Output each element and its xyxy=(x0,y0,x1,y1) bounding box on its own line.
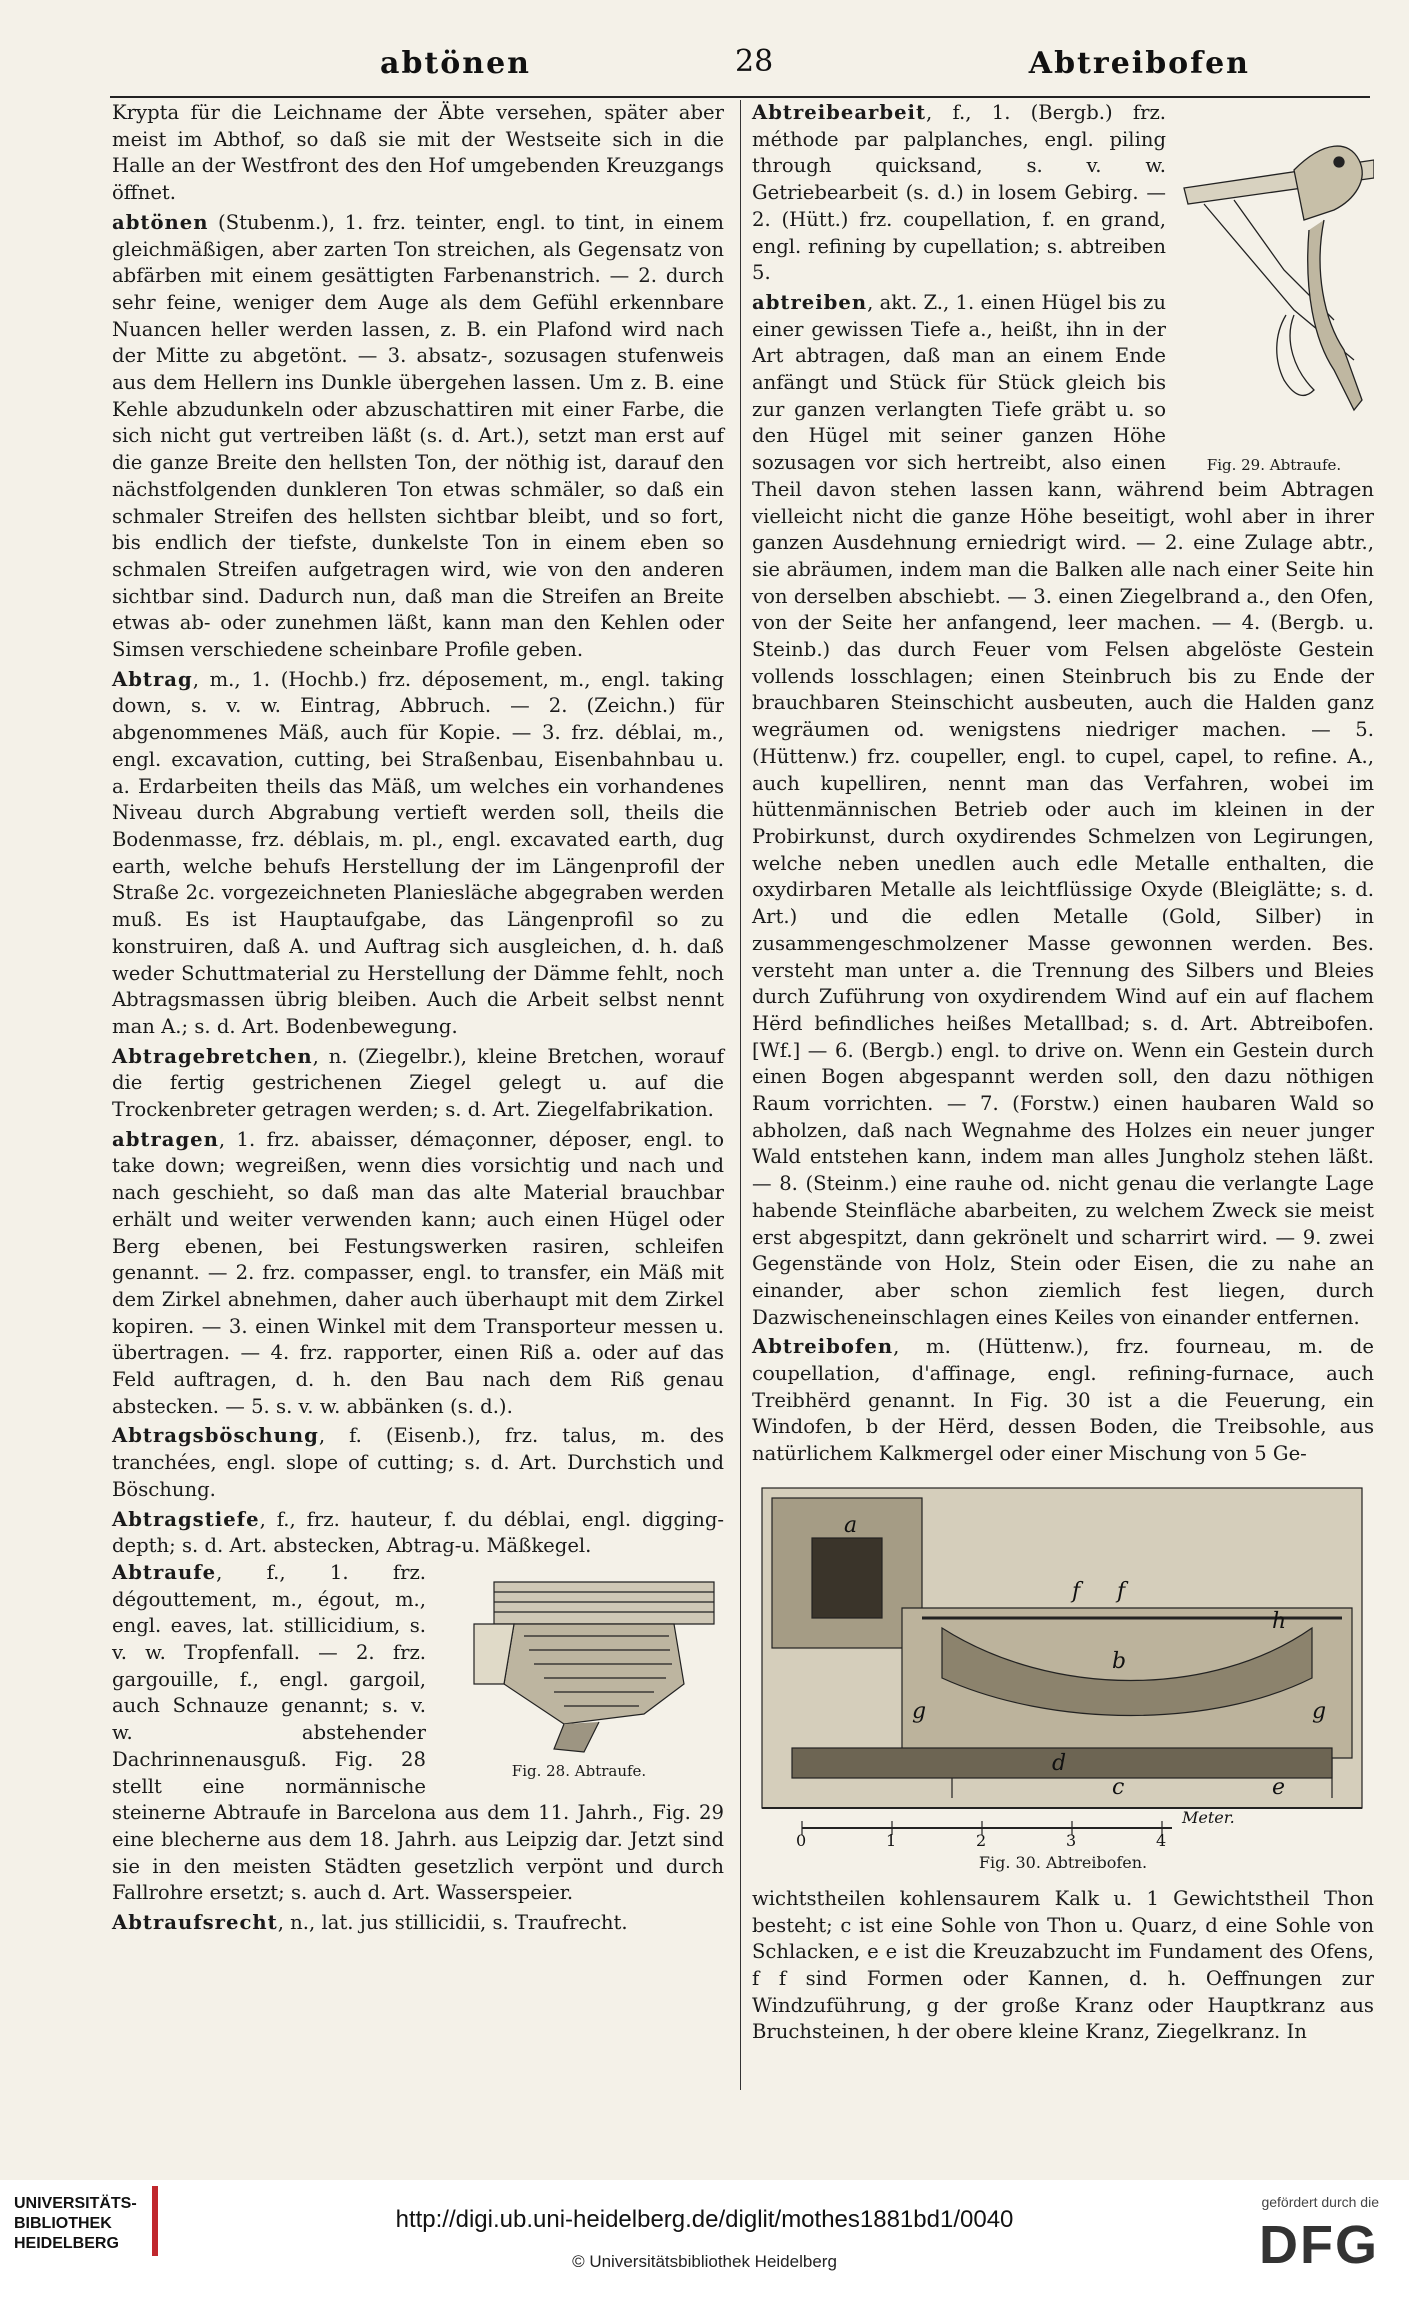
label-f1: f xyxy=(1072,1578,1081,1604)
dfg-logo[interactable]: DFG xyxy=(1259,2215,1379,2275)
figure-28 xyxy=(434,1564,724,1779)
scale-1: 1 xyxy=(886,1830,897,1848)
header-right-keyword: Abtreibofen xyxy=(1028,46,1250,81)
label-c: c xyxy=(1112,1774,1125,1800)
entry-krypta: Krypta für die Leichname der Äbte versehen, später aber meist im Abthof, so daß sie mit der Westseite sich in die Halle an der Westfront des den Hof umgebenden Kreuzgangs öffnet. xyxy=(112,101,724,205)
copyright-notice: © Universitätsbibliothek Heidelberg xyxy=(572,2252,837,2271)
header-left-keyword: abtönen xyxy=(380,46,531,81)
logo-line-1: UNIVERSITÄTS- xyxy=(14,2195,137,2212)
right-column xyxy=(752,100,1374,2046)
label-e: e xyxy=(1272,1774,1286,1800)
entry-abtragstiefe: Abtragstiefe, f., frz. hauteur, f. du déblai, engl. digging-depth; s. d. Art. abstecken, Abtrag-u. Mäßkegel. xyxy=(112,1507,724,1558)
furnace-section-illustration xyxy=(752,1478,1374,1848)
logo-line-2: BIBLIOTHEK xyxy=(14,2215,112,2232)
entry-abtraufe: Abtraufe, f., 1. frz. dégouttement, m., égout, m., engl. eaves, lat. stillicidium, s. v. w. Tropfenfall. — 2. frz. gargouille, f., engl. gargoil, auch Schnauze genannt; s. v. w. abstehender Dachrinnenausguß. Fig. 28 stellt eine normännische steinerne Abtraufe in Barcelona aus dem 11. Jahrh., Fig. 29 eine blecherne aus dem 18. Jahrh. aus Leipzig dar. Jetzt sind sie in den meisten Städten gesetzlich verpönt und durch Fallrohre ersetzt; s. auch d. Art. Wasserspeier. xyxy=(112,1560,724,1905)
tin-gutter-spout-illustration xyxy=(1174,100,1374,450)
entry-abtreibofen: Abtreibofen, m. (Hüttenw.), frz. fourneau, m. de coupellation, d'affinage, engl. refining-furnace, auch Treibhërd genannt. In Fig. 30 ist a die Feuerung, ein Windofen, b der Hërd, dessen Boden, die Treibsohle, aus natürlichem Kalkmergel oder einer Mischung von 5 Ge- xyxy=(752,1335,1374,1466)
page-header xyxy=(110,38,1370,98)
figure-30 xyxy=(752,1478,1374,1878)
column-divider xyxy=(740,100,741,2090)
label-a: a xyxy=(844,1512,858,1538)
left-column xyxy=(112,100,724,1937)
scale-0: 0 xyxy=(796,1830,807,1848)
entry-abtreiben: abtreiben, akt. Z., 1. einen Hügel bis zu einer gewissen Tiefe a., heißt, ihn in der Art abtragen, daß man an einem Ende anfängt und Stück für Stück gleich bis zur ganzen verlangten Tiefe gräbt u. so den Hügel mit seiner ganzen Höhe sozusagen vor sich hertreibt, also einen Theil davon stehen lassen kann, während beim Abtragen vielleicht nicht die ganze Höhe beseitigt, wohl aber in ihrer ganzen Ausdehnung erniedrigt wird. — 2. eine Zulage abtr., sie abräumen, indem man die Balken alle nach einer Seite hin von derselben abschiebt. — 3. einen Ziegelbrand a., den Ofen, von der Seite her anfangend, leer machen. — 4. (Bergb. u. Steinb.) das durch Feuer vom Felsen abgelöste Gestein vollends losschlagen; einen Steinbruch bis zu Ende der brauchbaren Steinschicht ausbeuten, auch die Halden ganz wegräumen od. wenigstens niedriger machen. — 5. (Hüttenw.) frz. coupeller, engl. to cupel, capel, to refine. A., auch kupelliren, nennt man das Verfahren, wobei im hüttenmännischen Betrieb oder auch im kleinen in der Probirkunst, durch oxydirendes Schmelzen von Legirungen, welche neben unedlen auch edle Metalle enthalten, die oxydirbaren Metalle als leichtflüssige Oxyde (Bleiglätte; s. d. Art.) und die edlen Metalle (Gold, Silber) in zusammengeschmolzener Masse gewonnen werden. Bes. versteht man unter a. die Trennung des Silbers und Bleies durch Zuführung von oxydirendem Wind auf ein auf flachem Hërd befindliches heißes Metallbad; s. d. Art. Abtreibofen. [Wf.] — 6. (Bergb.) engl. to drive on. Wenn ein Gestein durch einen Bogen abgespannt werden soll, den dazu nöthigen Raum vorrichten. — 7. (Forstw.) einen haubaren Wald so abholzen, daß nach Wegnahme des Holzes ein neuer junger Wald entstehen kann, indem man alles Jungholz stehen läßt. — 8. (Steinm.) eine rauhe od. nicht genau die verlangte Lage habende Steinfläche abarbeiten, zu welchem Zweck sie meist erst abgespitzt, dann gekrönelt und scharrirt wird. — 9. zwei Gegenstände von Holz, Stein oder Eisen, die zu nahe an einander, aber schon ziemlich fest liegen, durch Dazwischeneinschlagen eines Keiles von einander entfernen. xyxy=(752,290,1374,1329)
entry-abtreibofen-continued: wichtstheilen kohlensaurem Kalk u. 1 Gewichtstheil Thon besteht; c ist eine Sohle von Thon u. Quarz, d eine Sohle von Schlacken, e e ist die Kreuzabzucht im Fundament des Ofens, f f sind Formen oder Kannen, d. h. Oeffnungen zur Windzuführung, g der große Kranz oder Hauptkranz aus Bruchsteinen, h der obere kleine Kranz, Ziegelkranz. In xyxy=(752,1886,1374,2044)
entry-abtragebretchen: Abtragebretchen, n. (Ziegelbr.), kleine Bretchen, worauf die fertig gestrichenen Ziegel gelegt u. auf die Trockenbreter getragen werden; s. d. Art. Ziegelfabrikation. xyxy=(112,1044,724,1122)
entry-abtragsboeschung: Abtragsböschung, f. (Eisenb.), frz. talus, m. des tranchées, engl. slope of cutting; s. d. Art. Durchstich und Böschung. xyxy=(112,1424,724,1501)
figure-28-caption: Fig. 28. Abtraufe. xyxy=(511,1761,647,1780)
gargoyle-illustration xyxy=(434,1564,724,1756)
figure-30-caption: Fig. 30. Abtreibofen. xyxy=(978,1852,1148,1872)
label-g1: g xyxy=(912,1698,927,1724)
entry-abtrag: Abtrag, m., 1. (Hochb.) frz. déposement, m., engl. taking down, s. v. w. Eintrag, Abbruch. — 2. (Zeichn.) für abgenommenes Mäß, auch für Kopie. — 3. frz. déblai, m., engl. excavation, cutting, bei Straßenbau, Eisenbahnbau u. a. Erdarbeiten theils das Mäß, um welches ein vorhandenes Niveau durch Abgrabung vertieft werden soll, theils die Bodenmasse, frz. déblais, m. pl., engl. excavated earth, dug earth, welche behufs Herstellung der im Längenprofil der Straße 2c. vorgezeichneten Planiesläche abgegraben werden muß. Es ist Hauptaufgabe, das Längenprofil so zu konstruiren, daß A. und Auftrag sich ausgleichen, d. h. daß weder Schuttmaterial zu Herstellung der Dämme fehlt, noch Abtragsmassen übrig bleiben. Auch die Arbeit selbst nennt man A.; s. d. Art. Bodenbewegung. xyxy=(112,667,724,1038)
entry-abtoenen: abtönen (Stubenm.), 1. frz. teinter, engl. to tint, in einem gleichmäßigen, aber zarten Ton streichen, als Gegensatz von abfärben mit einem gesättigten Farbenanstrich. — 2. durch sehr feine, weniger dem Auge als dem Gefühl erkennbare Nuancen heller werden lassen, z. B. ein Plafond wird nach der Mitte zu abgetönt. — 3. absatz-, sozusagen stufenweis aus dem Hellern ins Dunkle übergehen lassen. Um z. B. eine Kehle abzudunkeln oder abzuschattiren mit einer Farbe, die sich nicht gut vertreiben läßt (s. d. Art.), setzt man erst auf die ganze Breite den hellsten Ton, der nöthig ist, darauf den nächstfolgenden dunkleren Ton etwas schmäler, so daß ein schmaler Streifen des hellsten sichtbar bleibt, und so fort, bis endlich der tiefste, dunkelste Ton in einem eben so schmalen Streifen aufgetragen wird, wie von den anderen sichtbar sind. Dadurch nun, daß man die Streifen an Breite etwas ab- oder zunehmen läßt, kann man den Kehlen oder Simsen verschiedene scheinbare Profile geben. xyxy=(112,210,724,662)
page-number: 28 xyxy=(735,44,774,79)
label-d: d xyxy=(1052,1750,1067,1776)
funding-note: gefördert durch die xyxy=(1261,2194,1379,2210)
logo-line-3: HEIDELBERG xyxy=(14,2235,119,2252)
scale-4: 4 xyxy=(1156,1830,1167,1848)
label-f2: f xyxy=(1117,1578,1126,1604)
permalink-url[interactable]: http://digi.ub.uni-heidelberg.de/diglit/mothes1881bd1/0040 xyxy=(395,2206,1014,2233)
scale-unit: Meter. xyxy=(1182,1807,1235,1827)
entry-abtraufsrecht: Abtraufsrecht, n., lat. jus stillicidii, s. Traufrecht. xyxy=(112,1911,628,1935)
figure-29 xyxy=(1174,100,1374,472)
header-rule xyxy=(110,96,1370,98)
label-b: b xyxy=(1112,1648,1127,1674)
scale-2: 2 xyxy=(976,1830,987,1848)
label-h: h xyxy=(1272,1608,1287,1634)
footer-bar xyxy=(0,2180,1409,2304)
label-g2: g xyxy=(1312,1698,1327,1724)
entry-abtreibearbeit: Abtreibearbeit, f., 1. (Bergb.) frz. méthode par palplanches, engl. piling through quicksand, s. v. w. Getriebearbeit (s. d.) in losem Gebirg. — 2. (Hütt.) frz. coupellation, f. en grand, engl. refining by cupellation; s. abtreiben 5. xyxy=(752,101,1166,285)
entry-abtragen: abtragen, 1. frz. abaisser, démaçonner, déposer, engl. to take down; wegreißen, wenn dies vorsichtig und nach und nach geschieht, so daß man das alte Material brauchbar erhält und weiter verwenden kann; auch einen Hügel oder Berg ebenen, bei Festungswerken rasiren, schleifen genannt. — 2. frz. compasser, engl. to transfer, ein Mäß mit dem Zirkel abnehmen, daher auch überhaupt mit dem Zirkel kopiren. — 3. einen Winkel mit dem Transporteur messen u. übertragen. — 4. frz. rapporter, einen Riß a. oder auf das Feld auftragen, d. h. den Bau nach dem Riß genau abstecken. — 5. s. v. w. abbänken (s. d.). xyxy=(112,1127,724,1418)
figure-29-caption: Fig. 29. Abtraufe. xyxy=(1206,456,1342,474)
scale-3: 3 xyxy=(1066,1830,1077,1848)
